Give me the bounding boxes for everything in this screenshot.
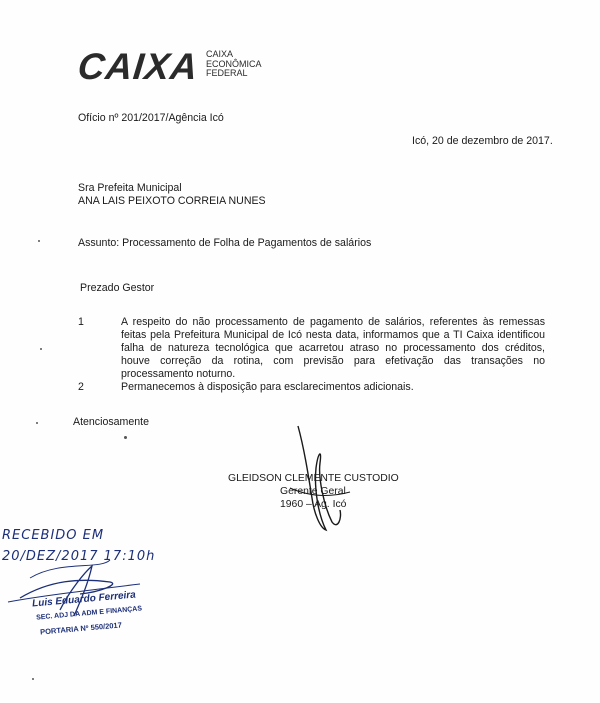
logo-subtitle-line: CAIXA xyxy=(206,49,234,59)
receipt-stamp-name: Luis Eduardo Ferreira xyxy=(31,589,137,610)
item-number: 2 xyxy=(78,381,84,393)
recipient-name: ANA LAIS PEIXOTO CORREIA NUNES xyxy=(78,195,266,207)
salutation: Prezado Gestor xyxy=(80,282,155,294)
scan-speck xyxy=(124,436,127,439)
logo-subtitle-line: FEDERAL xyxy=(206,68,248,78)
scan-speck xyxy=(40,348,42,350)
receipt-handwritten-date: 20/DEZ/2017 17:10h xyxy=(2,549,156,564)
closing: Atenciosamente xyxy=(73,416,149,428)
scan-speck xyxy=(36,422,38,424)
signature-block xyxy=(228,472,399,511)
item-number: 1 xyxy=(78,316,84,328)
recipient-title: Sra Prefeita Municipal xyxy=(78,182,182,194)
item-text: Permanecemos à disposição para esclarecimentos adicionais. xyxy=(121,381,414,393)
item-text: A respeito do não processamento de pagamento de salários, referentes às remessas feitas pela Prefeitura Municipal de Icó nesta data, informamos que a TI Caixa identificou falha de natureza tecnológica que acarretou atraso no processamento dos créditos, houve correção da rotina, com previsão para efetivação das transações no processamento noturno. xyxy=(121,316,545,380)
receipt-signature-scribble xyxy=(0,520,260,650)
caixa-logo xyxy=(75,46,268,87)
signer-unit: 1960 – Ag. Icó xyxy=(280,499,347,510)
receipt-stamp-role: SEC. ADJ DA ADM E FINANÇAS xyxy=(35,605,143,622)
letter-reference: Ofício nº 201/2017/Agência Icó xyxy=(78,112,224,124)
scan-speck xyxy=(38,240,40,242)
letter-subject: Assunto: Processamento de Folha de Pagamentos de salários xyxy=(78,237,372,249)
logo-subtitle xyxy=(206,50,262,79)
signer-name: GLEIDSON CLEMENTE CUSTODIO xyxy=(228,473,399,484)
signer-role: Gerente Geral xyxy=(280,486,346,497)
letter-date: Icó, 20 de dezembro de 2017. xyxy=(412,135,553,147)
logo-subtitle-line: ECONÔMICA xyxy=(206,58,262,69)
scan-speck xyxy=(32,678,34,680)
receipt-stamp-portaria: PORTARIA Nº 550/2017 xyxy=(39,620,123,637)
logo-wordmark: CAIXA xyxy=(75,46,201,87)
receipt-handwritten-label: RECEBIDO EM xyxy=(2,528,105,543)
